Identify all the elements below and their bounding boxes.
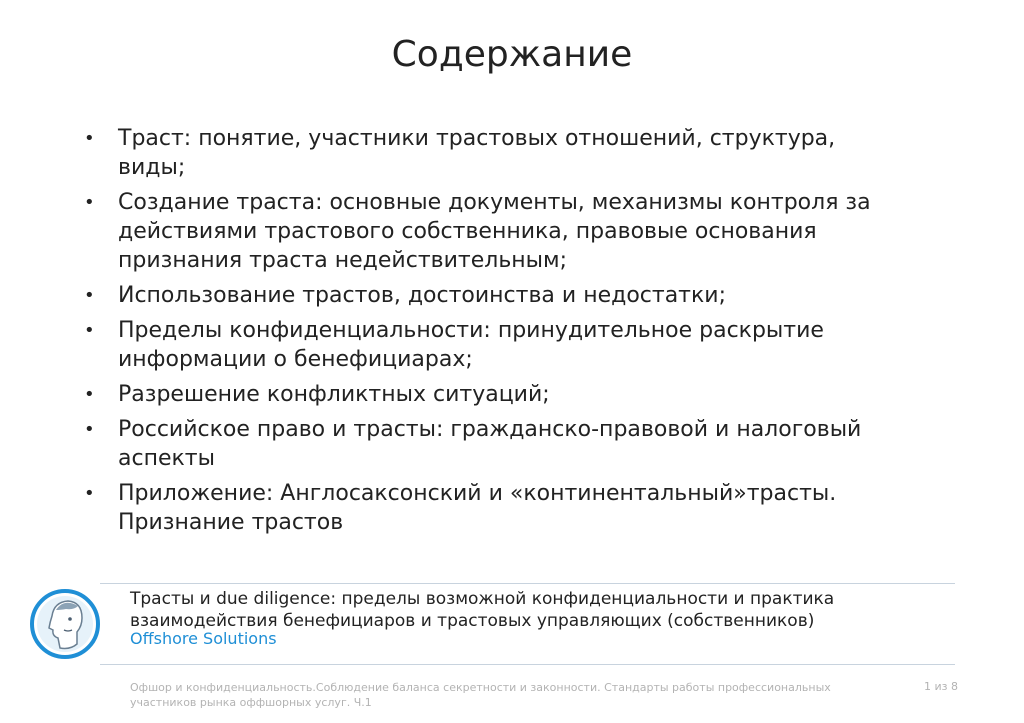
- list-item-text: Приложение: Англосаксонский и «континентальный»трасты. Признание трастов: [118, 481, 837, 535]
- footer-divider-top: [100, 583, 955, 584]
- brand-name: Offshore Solutions: [130, 629, 277, 648]
- bullet: •: [84, 128, 95, 149]
- company-logo-icon: [30, 588, 100, 660]
- table-of-contents: [84, 124, 884, 543]
- list-item-text: Разрешение конфликтных ситуаций;: [118, 382, 550, 407]
- list-item: [84, 281, 884, 310]
- bullet: •: [84, 483, 95, 504]
- list-item: [84, 188, 884, 275]
- footer-title: Трасты и due diligence: пределы возможной конфиденциальности и практика взаимодействия бенефициаров и трастовых управляющих (собственников): [130, 589, 835, 631]
- list-item: [84, 316, 884, 374]
- list-item: [84, 415, 884, 473]
- page-title: Содержание: [391, 34, 633, 75]
- list-item-text: Российское право и трасты: гражданско-правовой и налоговый аспекты: [118, 417, 862, 471]
- page-indicator: 1 из 8: [924, 680, 958, 693]
- list-item: [84, 124, 884, 182]
- bullet: •: [84, 419, 95, 440]
- list-item-text: Траст: понятие, участники трастовых отношений, структура, виды;: [118, 126, 836, 180]
- bullet: •: [84, 320, 95, 341]
- bullet: •: [84, 384, 95, 405]
- list-item-text: Использование трастов, достоинства и недостатки;: [118, 283, 726, 308]
- list-item-text: Создание траста: основные документы, механизмы контроля за действиями трастового собственника, правовые основания признания траста недействительным;: [118, 190, 871, 273]
- footer-footnote: Офшор и конфиденциальность.Соблюдение баланса секретности и законности. Стандарты работы профессиональных участников рынка оффшорных услуг. Ч.1: [130, 681, 831, 709]
- list-item-text: Пределы конфиденциальности: принудительное раскрытие информации о бенефициарах;: [118, 318, 824, 372]
- footer-divider-bottom: [100, 664, 955, 665]
- bullet: •: [84, 285, 95, 306]
- list-item: [84, 479, 884, 537]
- bullet: •: [84, 192, 95, 213]
- list-item: [84, 380, 884, 409]
